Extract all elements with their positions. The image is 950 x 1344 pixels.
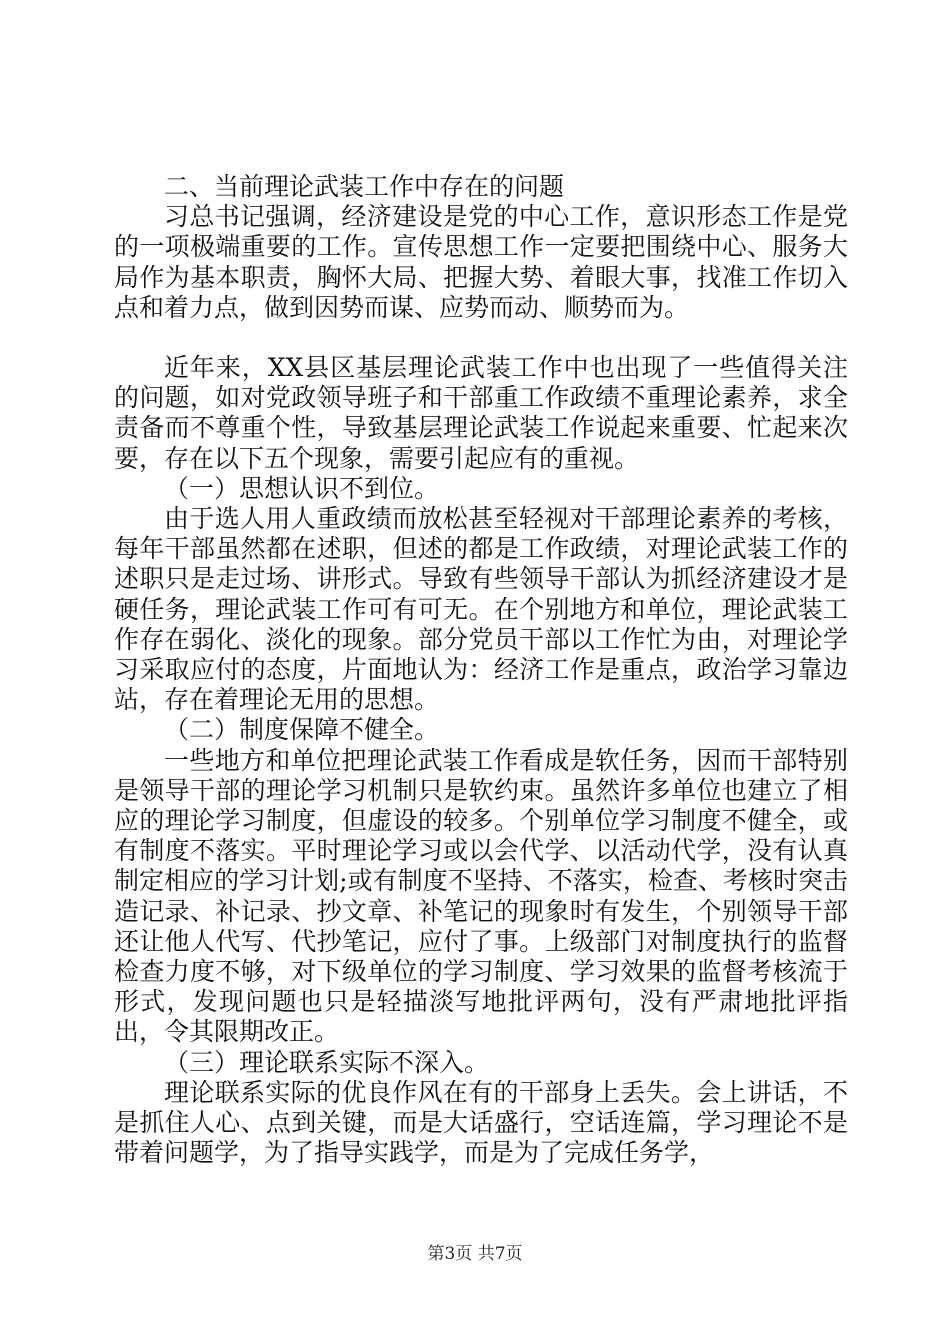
body-paragraph: 一些地方和单位把理论武装工作看成是软任务，因而干部特别是领导干部的理论学习机制只是软约束。虽然许多单位也建立了相应的理论学习制度，但虚设的较多。个别单位学习制度不健全，或有制度不落实。平时理论学习或以会代学、以活动代学，没有认真制定相应的学习计划;或有制度不坚持、不落实，检查、考核时突击造记录、补记录、抄文章、补笔记的现象时有发生，个别领导干部还让他人代写、代抄笔记，应付了事。上级部门对制度执行的监督检查力度不够，对下级单位的学习制度、学习效果的监督考核流于形式，发现问题也只是轻描淡写地批评两句，没有严肃地批评指出，令其限期改正。 (114, 745, 848, 1047)
body-paragraph: 近年来，XX县区基层理论武装工作中也出现了一些值得关注的问题，如对党政领导班子和干部重工作政绩不重理论素养，求全责备而不尊重个性，导致基层理论武装工作说起来重要、忙起来次要，存在以下五个现象，需要引起应有的重视。 (114, 353, 848, 473)
section-heading: 二、当前理论武装工作中存在的问题 (164, 172, 565, 201)
subsection-heading: （一）思想认识不到位。 (164, 473, 440, 503)
body-paragraph: 习总书记强调，经济建设是党的中心工作，意识形态工作是党的一项极端重要的工作。宣传思想工作一定要把围绕中心、服务大局作为基本职责，胸怀大局、把握大势、着眼大事，找准工作切入点和着力点，做到因势而谋、应势而动、顺势而为。 (114, 202, 848, 322)
body-paragraph: 理论联系实际的优良作风在有的干部身上丢失。会上讲话，不是抓住人心、点到关键，而是大话盛行，空话连篇，学习理论不是带着问题学，为了指导实践学，而是为了完成任务学， (114, 1077, 848, 1168)
subsection-heading: （三）理论联系实际不深入。 (164, 1047, 490, 1077)
body-paragraph: 由于选人用人重政绩而放松甚至轻视对干部理论素养的考核，每年干部虽然都在述职，但述的都是工作政绩，对理论武装工作的述职只是走过场、讲形式。导致有些领导干部认为抓经济建设才是硬任务，理论武装工作可有可无。在个别地方和单位，理论武装工作存在弱化、淡化的现象。部分党员干部以工作忙为由，对理论学习采取应付的态度，片面地认为：经济工作是重点，政治学习靠边站，存在着理论无用的思想。 (114, 504, 848, 715)
document-body (114, 172, 848, 1169)
subsection-heading: （二）制度保障不健全。 (164, 715, 440, 745)
page-footer: 第3页 共7页 (427, 1244, 523, 1264)
